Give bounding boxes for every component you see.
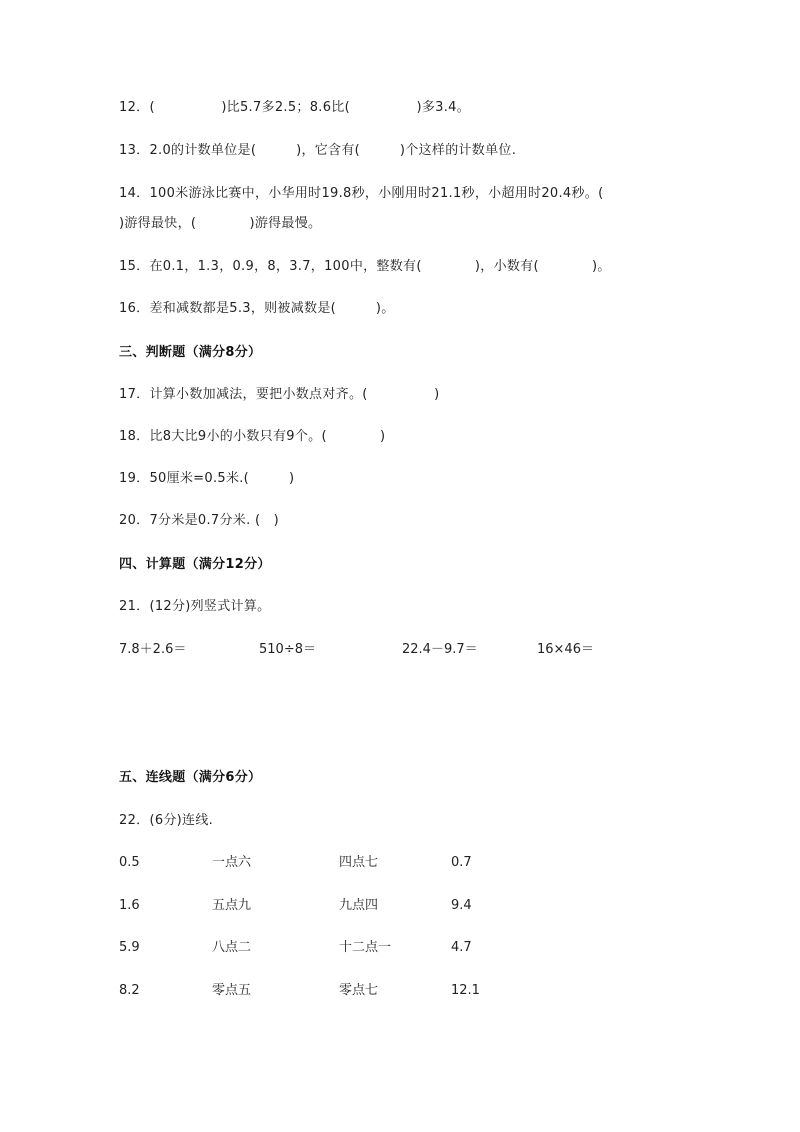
calc-item-1: 7.8＋2.6＝ [119, 642, 187, 657]
section-heading-match: 五、连线题（满分6分） [119, 770, 262, 785]
match-words-right: 十二点一 [339, 940, 392, 955]
question-14-line-2: )游得最快，( )游得最慢。 [119, 216, 322, 231]
match-decimal-left: 8.2 [119, 983, 140, 998]
match-decimal-right: 9.4 [451, 898, 472, 913]
calc-item-3: 22.4－9.7＝ [402, 642, 478, 657]
question-16: 16．差和减数都是5.3，则被减数是( )。 [119, 301, 395, 316]
question-21: 21．(12分)列竖式计算。 [119, 599, 271, 614]
question-12: 12．( )比5.7多2.5；8.6比( )多3.4。 [119, 100, 471, 115]
question-15: 15．在0.1，1.3，0.9，8，3.7，100中，整数有( )，小数有( )。 [119, 259, 611, 274]
question-13: 13．2.0的计数单位是( )，它含有( )个这样的计数单位. [119, 143, 517, 158]
section-heading-judge: 三、判断题（满分8分） [119, 345, 262, 360]
question-20: 20．7分米是0.7分米. ( ) [119, 513, 279, 528]
match-words-right: 零点七 [339, 983, 379, 998]
calc-item-4: 16×46＝ [537, 642, 594, 657]
calc-item-2: 510÷8＝ [259, 642, 316, 657]
section-heading-calc: 四、计算题（满分12分） [119, 557, 271, 572]
match-words-left: 零点五 [212, 983, 252, 998]
match-words-left: 八点二 [212, 940, 252, 955]
match-decimal-right: 0.7 [451, 855, 472, 870]
question-18: 18．比8大比9小的小数只有9个。( ) [119, 429, 386, 444]
match-decimal-left: 1.6 [119, 898, 140, 913]
question-22: 22．(6分)连线. [119, 813, 214, 828]
match-words-left: 一点六 [212, 855, 252, 870]
question-19: 19．50厘米=0.5米.( ) [119, 471, 295, 486]
match-words-right: 九点四 [339, 898, 379, 913]
match-words-left: 五点九 [212, 898, 252, 913]
match-words-right: 四点七 [339, 855, 379, 870]
match-decimal-right: 4.7 [451, 940, 472, 955]
question-17: 17．计算小数加减法，要把小数点对齐。( ) [119, 387, 440, 402]
match-decimal-right: 12.1 [451, 983, 480, 998]
match-decimal-left: 5.9 [119, 940, 140, 955]
match-decimal-left: 0.5 [119, 855, 140, 870]
question-14-line-1: 14．100米游泳比赛中，小华用时19.8秒，小刚用时21.1秒，小超用时20.4秒。( [119, 186, 604, 201]
